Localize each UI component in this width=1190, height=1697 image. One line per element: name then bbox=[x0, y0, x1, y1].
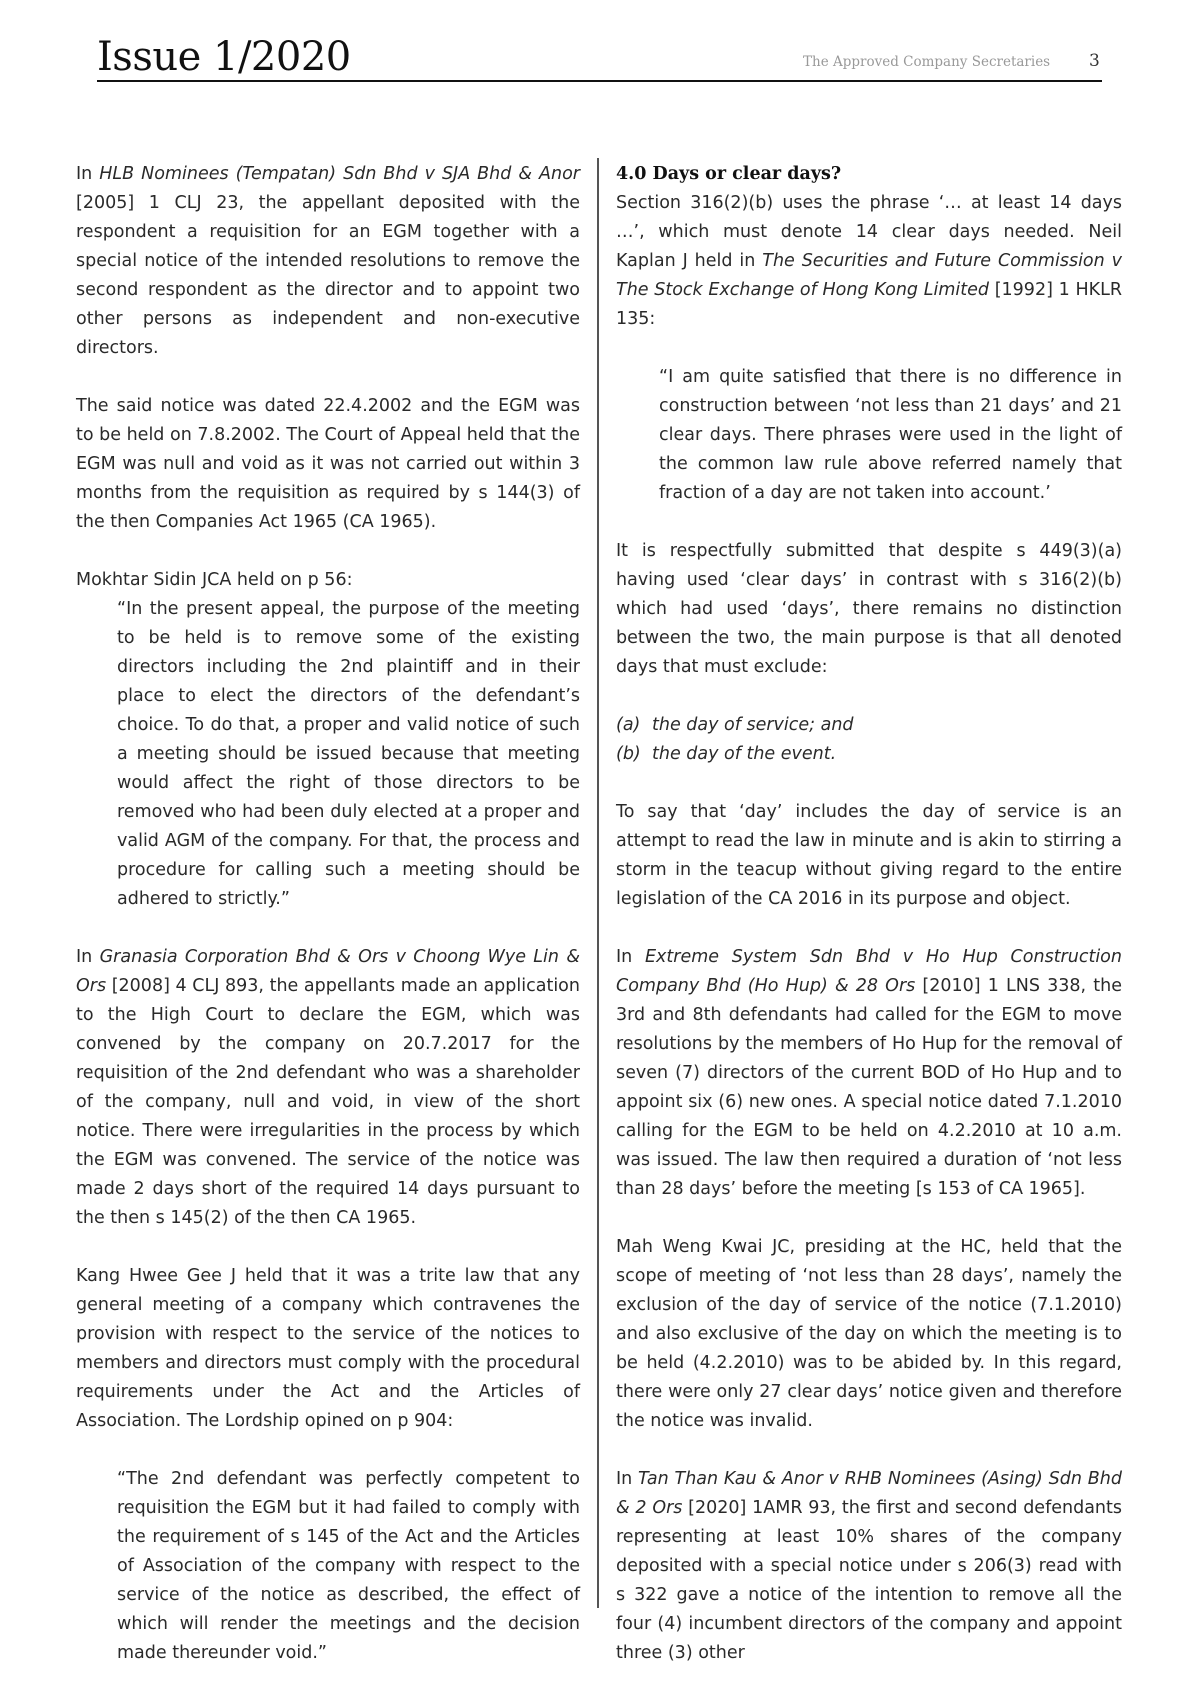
case-name: Extreme System Sdn Bhd v Ho Hup Construction Company Bhd (Ho Hup) & 28 Ors bbox=[616, 947, 1122, 996]
case-name: Tan Than Kau & Anor v RHB Nominees (Asing) Sdn Bhd & 2 Ors bbox=[616, 1469, 1122, 1518]
list-item: (a) the day of service; and bbox=[616, 715, 854, 735]
column-divider bbox=[597, 158, 599, 1608]
quote-mokhtar: “In the present appeal, the purpose of the meeting to be held is to remove some of the existing directors including the 2nd plaintiff and in their place to elect the directors of the defendant’s choice. To do that, a proper and valid notice of such a meeting should be issued because that meeting would affect the right of those directors to be removed who had been duly elected at a proper and valid AGM of the company. For that, the process and procedure for calling such a meeting should be adhered to strictly.” bbox=[117, 599, 580, 909]
paragraph-mah-weng-kwai: Mah Weng Kwai JC, presiding at the HC, held that the scope of meeting of ‘not less than 28 days’, namely the exclusion of the day of service of the notice (7.1.2010) and also exclusive of the day on which the meeting is to be held (4.2.2010) was to be abided by. In this regard, there were only 27 clear days’ notice given and therefore the notice was invalid. bbox=[616, 1237, 1122, 1431]
paragraph-hlb-case: In HLB Nominees (Tempatan) Sdn Bhd v SJA Bhd & Anor [2005] 1 CLJ 23, the appellant deposited with the respondent a requisition for an EGM together with a special notice of the intended resolutions to remove the second respondent as the director and to appoint two other persons as independent and non-executive directors. bbox=[76, 164, 580, 358]
list-item: (b) the day of the event. bbox=[616, 744, 837, 764]
section-heading: 4.0 Days or clear days? bbox=[616, 164, 842, 184]
case-name: The Securities and Future Commission v The Stock Exchange of Hong Kong Limited bbox=[616, 251, 1122, 300]
paragraph-notice-dates: The said notice was dated 22.4.2002 and the EGM was to be held on 7.8.2002. The Court of Appeal held that the EGM was null and void as it was not carried out within 3 months from the requisition as required by s 144(3) of the then Companies Act 1965 (CA 1965). bbox=[76, 396, 580, 532]
header-rule bbox=[97, 80, 1102, 82]
paragraph-kang-hwee-gee: Kang Hwee Gee J held that it was a trite law that any general meeting of a company which contravenes the provision with respect to the service of the notices to members and directors must comply with the procedural requirements under the Act and the Articles of Association. The Lordship opined on p 904: bbox=[76, 1266, 580, 1431]
case-name: HLB Nominees (Tempatan) Sdn Bhd v SJA Bhd & Anor bbox=[99, 164, 580, 184]
right-column bbox=[616, 160, 1122, 1697]
left-column bbox=[76, 160, 580, 1697]
paragraph-granasia-case: In Granasia Corporation Bhd & Ors v Choong Wye Lin & Ors [2008] 4 CLJ 893, the appellants made an application to the High Court to declare the EGM, which was convened by the company on 20.7.2017 for the requisition of the 2nd defendant who was a shareholder of the company, null and void, in view of the short notice. There were irregularities in the process by which the EGM was convened. The service of the notice was made 2 days short of the required 14 days pursuant to the then s 145(2) of the then CA 1965. bbox=[76, 947, 580, 1228]
paragraph-tan-than-kau-case: In Tan Than Kau & Anor v RHB Nominees (Asing) Sdn Bhd & 2 Ors [2020] 1AMR 93, the first and second defendants representing at least 10% shares of the company deposited with a special notice under s 206(3) read with s 322 gave a notice of the intention to remove all the four (4) incumbent directors of the company and appoint three (3) other bbox=[616, 1469, 1122, 1663]
paragraph-section-316: Section 316(2)(b) uses the phrase ‘… at least 14 days …’, which must denote 14 clear days needed. Neil Kaplan J held in The Securities and Future Commission v The Stock Exchange of Hong Kong Limited [1992] 1 HKLR 135: bbox=[616, 193, 1122, 329]
paragraph-clear-days: It is respectfully submitted that despite s 449(3)(a) having used ‘clear days’ in contrast with s 316(2)(b) which had used ‘days’, there remains no distinction between the two, the main purpose is that all denoted days that must exclude: bbox=[616, 541, 1122, 677]
quote-kang-hwee-gee: “The 2nd defendant was perfectly competent to requisition the EGM but it had failed to comply with the requirement of s 145 of the Act and the Articles of Association of the company with respect to the service of the notice as described, the effect of which will render the meetings and the decision made thereunder void.” bbox=[117, 1469, 580, 1663]
paragraph-extreme-system-case: In Extreme System Sdn Bhd v Ho Hup Construction Company Bhd (Ho Hup) & 28 Ors [2010] 1 LNS 338, the 3rd and 8th defendants had called for the EGM to move resolutions by the members of Ho Hup for the removal of seven (7) directors of the current BOD of Ho Hup and to appoint six (6) new ones. A special notice dated 7.1.2010 calling for the EGM to be held on 4.2.2010 at 10 a.m. was issued. The law then required a duration of ‘not less than 28 days’ before the meeting [s 153 of CA 1965]. bbox=[616, 947, 1122, 1199]
page-number: 3 bbox=[1089, 51, 1100, 71]
paragraph-day-of-service: To say that ‘day’ includes the day of service is an attempt to read the law in minute and is akin to stirring a storm in the teacup without giving regard to the entire legislation of the CA 2016 in its purpose and object. bbox=[616, 802, 1122, 909]
case-name: Granasia Corporation Bhd & Ors v Choong Wye Lin & Ors bbox=[76, 947, 580, 996]
paragraph-mokhtar-intro: Mokhtar Sidin JCA held on p 56: bbox=[76, 570, 353, 590]
quote-kaplan: “I am quite satisfied that there is no difference in construction between ‘not less than 21 days’ and 21 clear days. There phrases were used in the light of the common law rule above referred namely that fraction of a day are not taken into account.’ bbox=[659, 367, 1122, 503]
issue-title: Issue 1/2020 bbox=[97, 34, 351, 80]
publication-name: The Approved Company Secretaries bbox=[803, 54, 1051, 70]
exclusion-list bbox=[616, 711, 1122, 769]
